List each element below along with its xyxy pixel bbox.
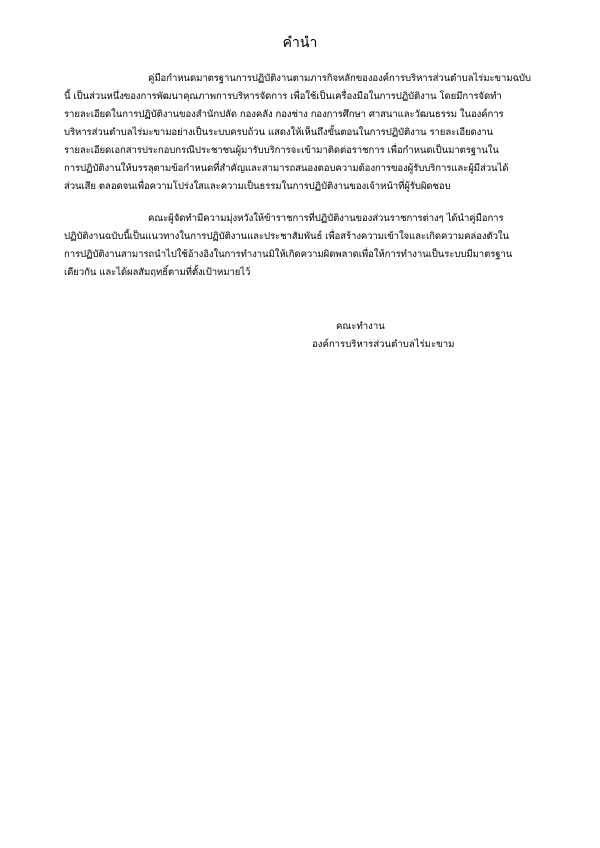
paragraph-1-line-6: การปฏิบัติงานให้บรรลุตามข้อกำหนดที่สำคัญและสามารถสนองตอบความต้องการของผู้รับบริการและผู้มีส่วนได้ [64, 163, 509, 174]
paragraph-1-line-2: นี้ เป็นส่วนหนึ่งของการพัฒนาคุณภาพการบริหารจัดการ เพื่อใช้เป็นเครื่องมือในการปฏิบัติงาน โดยมีการจัดทำ [64, 91, 502, 102]
paragraph-2-line-1: คณะผู้จัดทำมีความมุ่งหวังให้ข้าราชการที่ปฏิบัติงานของส่วนราชการต่างๆ ได้นำคู่มือการ [148, 213, 504, 224]
document-title: คำนำ [282, 35, 318, 51]
paragraph-2-line-2: ปฏิบัติงานฉบับนี้เป็นแนวทางในการปฏิบัติงานและประชาสัมพันธ์ เพื่อสร้างความเข้าใจและเกิดความคล่องตัวใน [64, 231, 509, 242]
paragraph-1-line-3: รายละเอียดในการปฏิบัติงานของสำนักปลัด กองคลัง กองช่าง กองการศึกษา ศาสนาและวัฒนธรรม ในองค์การ [64, 109, 504, 120]
signature-team: คณะทำงาน [336, 321, 385, 332]
paragraph-2-line-4: เดียวกัน และได้ผลสัมฤทธิ์ตามที่ตั้งเป้าหมายไว้ [64, 267, 251, 278]
paragraph-1-line-1: คู่มือกำหนดมาตรฐานการปฏิบัติงานตามภารกิจหลักขององค์การบริหารส่วนตำบลไร่มะขามฉบับ [148, 73, 531, 84]
signature-organization: องค์การบริหารส่วนตำบลไร่มะขาม [312, 339, 455, 350]
paragraph-1-line-5: รายละเอียดเอกสารประกอบกรณีประชาชนผู้มารับบริการจะเข้ามาติดต่อราชการ เพื่อกำหนดเป็นมาตรฐานใน [64, 145, 499, 156]
paragraph-1-line-7: ส่วนเสีย ตลอดจนเพื่อความโปร่งใสและความเป็นธรรมในการปฏิบัติงานของเจ้าหน้าที่ผู้รับผิดชอบ [64, 181, 451, 192]
paragraph-2-line-3: การปฏิบัติงานสามารถนำไปใช้อ้างอิงในการทำงานมิให้เกิดความผิดพลาดเพื่อให้การทำงานเป็นระบบมีมาตรฐาน [64, 249, 513, 260]
paragraph-1-line-4: บริหารส่วนตำบลไร่มะขามอย่างเป็นระบบครบถ้วน แสดงให้เห็นถึงขั้นตอนในการปฏิบัติงาน รายละเอียดงาน [64, 127, 493, 138]
